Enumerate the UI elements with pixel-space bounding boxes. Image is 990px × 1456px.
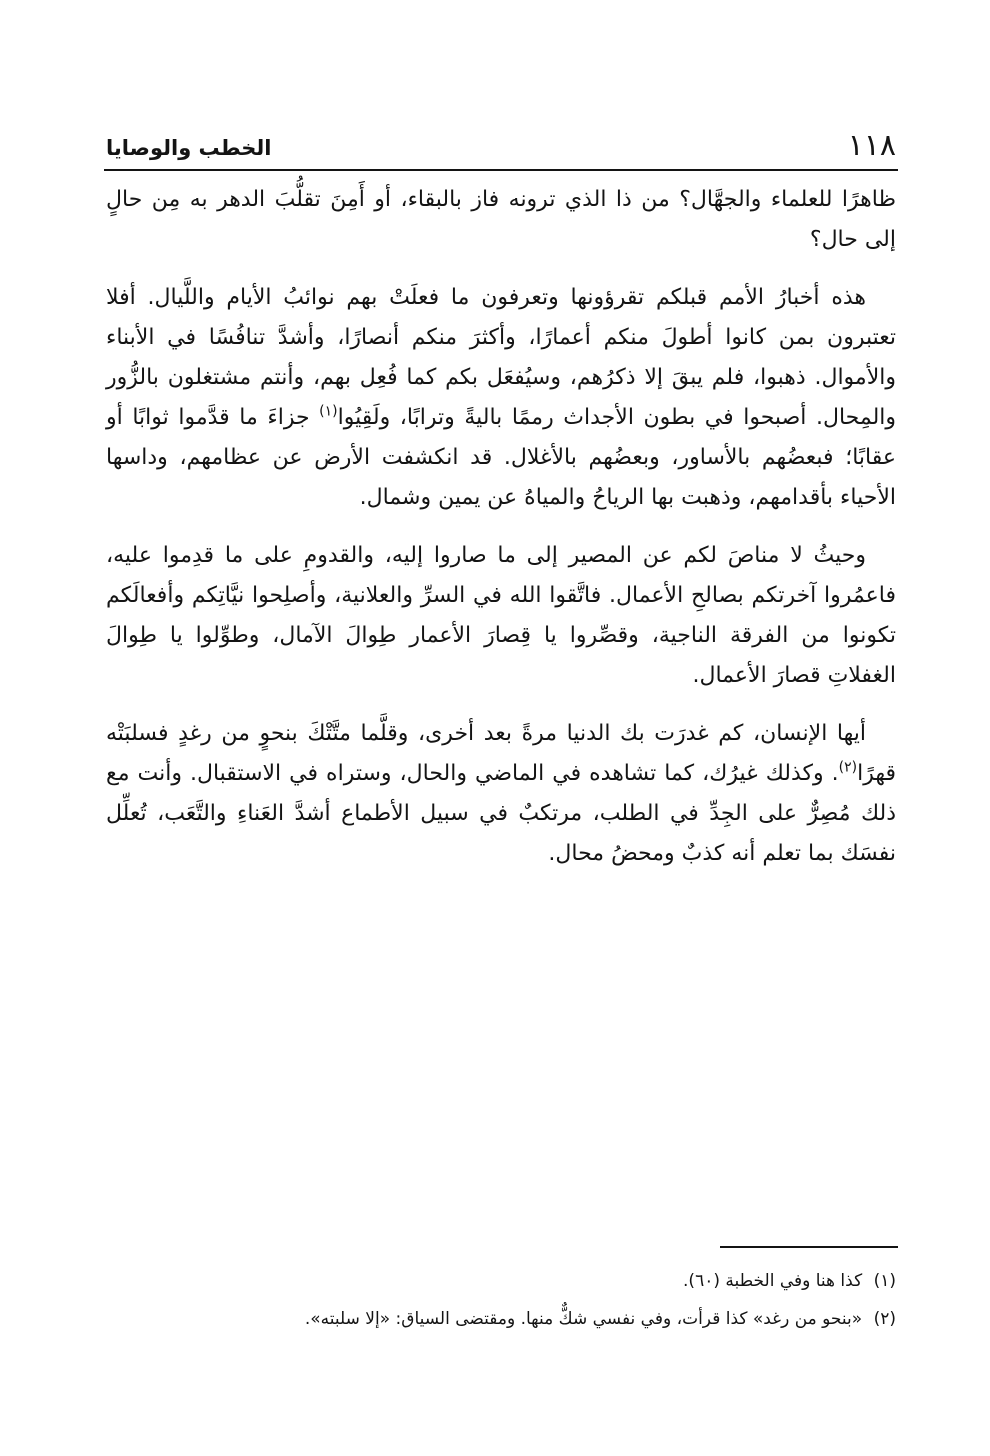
footnotes <box>106 1266 896 1342</box>
paragraph-text: جزاءَ ما قدَّموا ثوابًا أو عقابًا؛ فبعضُهم بالأساور، وبعضُهم بالأغلال. قد انكشفت الأرض عن عظامهم، وداسها الأحياء بأقدامهم، وذهبت بها الرياحُ والمياهُ عن يمين وشمال. <box>106 405 896 510</box>
paragraph-2 <box>106 278 896 518</box>
footnote-reference-1: (١) <box>319 403 338 420</box>
paragraph-4 <box>106 714 896 874</box>
footnote-1 <box>106 1266 896 1296</box>
footnote-text: «بنحو من رغد» كذا قرأت، وفي نفسي شكٌّ منها. ومقتضى السياق: «إلا سلبته». <box>304 1309 863 1329</box>
paragraph-3 <box>106 536 896 696</box>
page-header <box>106 128 896 168</box>
footnote-text: كذا هنا وفي الخطبة (٦٠). <box>683 1271 863 1291</box>
footnote-2 <box>106 1304 896 1334</box>
paragraph-text: هذه أخبارُ الأمم قبلكم تقرؤونها وتعرفون ما فعلَتْ بهم نوائبُ الأيام واللَّيال. أفلا تعتبرون بمن كانوا أطولَ منكم أعمارًا، وأكثرَ منكم أنصارًا، وأشدَّ تنافُسًا في الأبناء والأموال. ذهبوا، فلم يبقَ إلا ذكرُهم، وسيُفعَل بكم كما فُعِل بهم، وأنتم مشتغلون بالزُّور والمِحال. أصبحوا في بطون الأجداث رممًا باليةً وترابًا، ولَقِيُوا <box>106 285 897 430</box>
footnote-number: (١) <box>873 1271 896 1291</box>
paragraph-text: ظاهرًا للعلماء والجهَّال؟ من ذا الذي ترونه فاز بالبقاء، أو أَمِنَ تقلُّبَ الدهر به مِن حالٍ إلى حال؟ <box>106 187 896 252</box>
footnote-reference-2: (٢) <box>838 759 858 776</box>
footnote-separator <box>720 1246 898 1248</box>
running-title: الخطب والوصايا <box>106 136 272 160</box>
footnote-number: (٢) <box>873 1309 896 1329</box>
paragraph-1 <box>106 180 896 260</box>
page-number: ١١٨ <box>847 128 896 163</box>
body-text <box>106 180 896 892</box>
paragraph-text: . وكذلك غيرُك، كما تشاهده في الماضي والحال، وستراه في الاستقبال. وأنت مع ذلك مُصِرٌّ على الجِدِّ في الطلب، مرتكبٌ في سبيل الأطماع أشدَّ العَناءِ والتَّعَب، تُعلِّل نفسَك بما تعلم أنه كذبٌ ومحضُ محال. <box>106 761 896 866</box>
paragraph-text: أيها الإنسان، كم غدرَت بك الدنيا مرةً بعد أخرى، وقلَّما متَّتْكَ بنحوٍ من رغدٍ فسلبَتْه قهرًا <box>106 721 896 786</box>
header-rule <box>104 169 898 171</box>
paragraph-text: وحيثُ لا مناصَ لكم عن المصير إلى ما صاروا إليه، والقدومِ على ما قدِموا عليه، فاعمُروا آخرتكم بصالحِ الأعمال. فاتَّقوا الله في السرِّ والعلانية، وأصلِحوا نيَّاتِكم وأفعالَكم تكونوا من الفرقة الناجية، وقصِّروا يا قِصارَ الأعمار طِوالَ الآمال، وطوِّلوا يا طِوالَ الغفلاتِ قصارَ الأعمال. <box>106 543 896 688</box>
